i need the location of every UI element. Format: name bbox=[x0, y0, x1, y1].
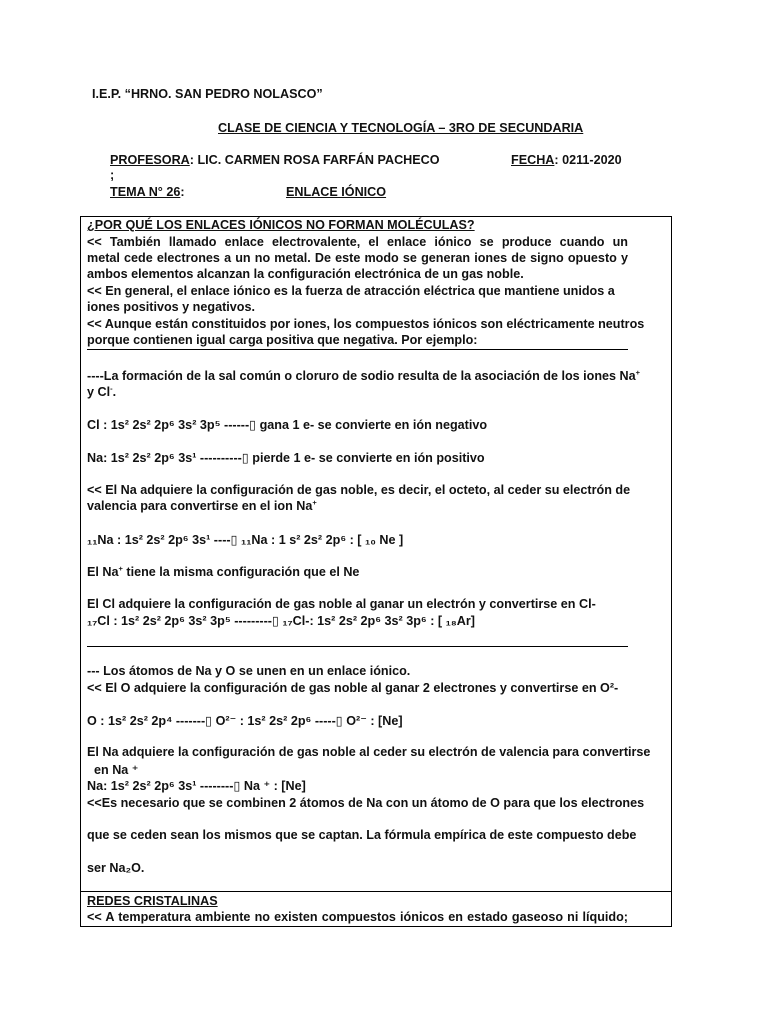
course-title: CLASE DE CIENCIA Y TECNOLOGÍA – 3RO DE SECUNDARIA bbox=[218, 121, 584, 135]
superscript: + bbox=[312, 498, 317, 507]
topic-colon: : bbox=[180, 185, 185, 199]
paragraph-line bbox=[87, 368, 641, 383]
paragraph-line bbox=[87, 565, 628, 579]
date-line bbox=[511, 153, 622, 167]
paragraph-line: porque contienen igual carga positiva que negativa. Por ejemplo: bbox=[87, 333, 478, 347]
school-name: I.E.P. “HRNO. SAN PEDRO NOLASCO” bbox=[92, 87, 323, 101]
intro-text-end: . bbox=[112, 385, 117, 399]
paragraph-line: iones positivos y negativos. bbox=[87, 300, 255, 314]
paragraph-line: << Aunque están constituidos por iones, los compuestos iónicos son eléctricamente neutros bbox=[87, 317, 645, 331]
topic-label: TEMA N° 26 bbox=[110, 185, 181, 199]
date-label: FECHA bbox=[511, 153, 555, 167]
teacher-label: PROFESORA bbox=[110, 153, 190, 167]
date-value: : 0211-2020 bbox=[554, 153, 622, 167]
teacher-value: : LIC. CARMEN ROSA FARFÁN PACHECO bbox=[189, 153, 440, 167]
teacher-line bbox=[110, 153, 440, 167]
paragraph-line: << El O adquiere la configuración de gas noble al ganar 2 electrones y convertirse en O²- bbox=[87, 681, 619, 695]
paragraph-line: << En general, el enlace iónico es la fuerza de atracción eléctrica que mantiene unidos a bbox=[87, 284, 615, 298]
section-heading: REDES CRISTALINAS bbox=[87, 894, 218, 908]
section-heading: ¿POR QUÉ LOS ENLACES IÓNICOS NO FORMAN MOLÉCULAS? bbox=[87, 218, 475, 232]
paragraph-line: ambos elementos alcanzan la configuración electrónica de un gas noble. bbox=[87, 267, 524, 281]
divider bbox=[80, 891, 672, 892]
topic-value: ENLACE IÓNICO bbox=[286, 185, 387, 199]
electron-config-cl: Cl : 1s² 2s² 2p⁶ 3s² 3p⁵ ------▯ gana 1 e- se convierte en ión negativo bbox=[87, 418, 488, 432]
divider bbox=[87, 349, 628, 350]
paragraph-line: <<Es necesario que se combinen 2 átomos de Na con un átomo de O para que los electrones bbox=[87, 796, 645, 810]
paragraph-line: << El Na adquiere la configuración de gas noble, es decir, el octeto, al ceder su electrón de bbox=[87, 483, 631, 497]
paragraph-line: metal cede electrones a un no metal. De este modo se generan iones de signo opuesto y bbox=[87, 251, 628, 265]
topic-line bbox=[110, 185, 185, 199]
superscript: - bbox=[110, 384, 113, 393]
paragraph-line: que se ceden sean los mismos que se captan. La fórmula empírica de este compuesto debe bbox=[87, 828, 637, 842]
paragraph-line bbox=[87, 499, 628, 513]
paragraph-line: << También llamado enlace electrovalente, el enlace iónico se produce cuando un bbox=[87, 235, 628, 249]
octet-text: valencia para convertirse en el ion Na bbox=[87, 499, 313, 513]
o-equation: O : 1s² 2s² 2p⁴ -------▯ O²⁻ : 1s² 2s² 2p⁶ -----▯ O²⁻ : [Ne] bbox=[87, 714, 403, 728]
na-same-text: El Na bbox=[87, 565, 119, 579]
na-equation-2: Na: 1s² 2s² 2p⁶ 3s¹ --------▯ Na ⁺ : [Ne] bbox=[87, 779, 306, 793]
paragraph-line: ser Na₂O. bbox=[87, 861, 145, 875]
superscript: + bbox=[118, 564, 123, 573]
na-same-text-end: tiene la misma configuración que el Ne bbox=[122, 565, 360, 579]
superscript: + bbox=[635, 368, 641, 377]
na-equation: ₁₁Na : 1s² 2s² 2p⁶ 3s¹ ----▯ ₁₁Na : 1 s² 2s² 2p⁶ : [ ₁₀ Ne ] bbox=[87, 533, 404, 547]
paragraph-line: << A temperatura ambiente no existen compuestos iónicos en estado gaseoso ni líquido; bbox=[87, 910, 628, 924]
electron-config-na: Na: 1s² 2s² 2p⁶ 3s¹ ----------▯ pierde 1 e- se convierte en ión positivo bbox=[87, 451, 485, 465]
paragraph-line: El Cl adquiere la configuración de gas noble al ganar un electrón y convertirse en Cl- bbox=[87, 597, 596, 611]
paragraph-line: en Na ⁺ bbox=[87, 763, 139, 777]
paragraph-line bbox=[87, 385, 628, 399]
intro-text: ----La formación de la sal común o cloruro de sodio resulta de la asociación de los iones Na bbox=[87, 369, 636, 383]
stray-semicolon: ; bbox=[110, 168, 115, 182]
paragraph-line: El Na adquiere la configuración de gas noble al ceder su electrón de valencia para convertirse bbox=[87, 745, 651, 759]
paragraph-line: --- Los átomos de Na y O se unen en un enlace iónico. bbox=[87, 664, 411, 678]
divider bbox=[87, 646, 628, 647]
intro-text: y Cl bbox=[87, 385, 111, 399]
cl-equation: ₁₇Cl : 1s² 2s² 2p⁶ 3s² 3p⁵ ---------▯ ₁₇Cl-: 1s² 2s² 2p⁶ 3s² 3p⁶ : [ ₁₈Ar] bbox=[87, 614, 475, 628]
